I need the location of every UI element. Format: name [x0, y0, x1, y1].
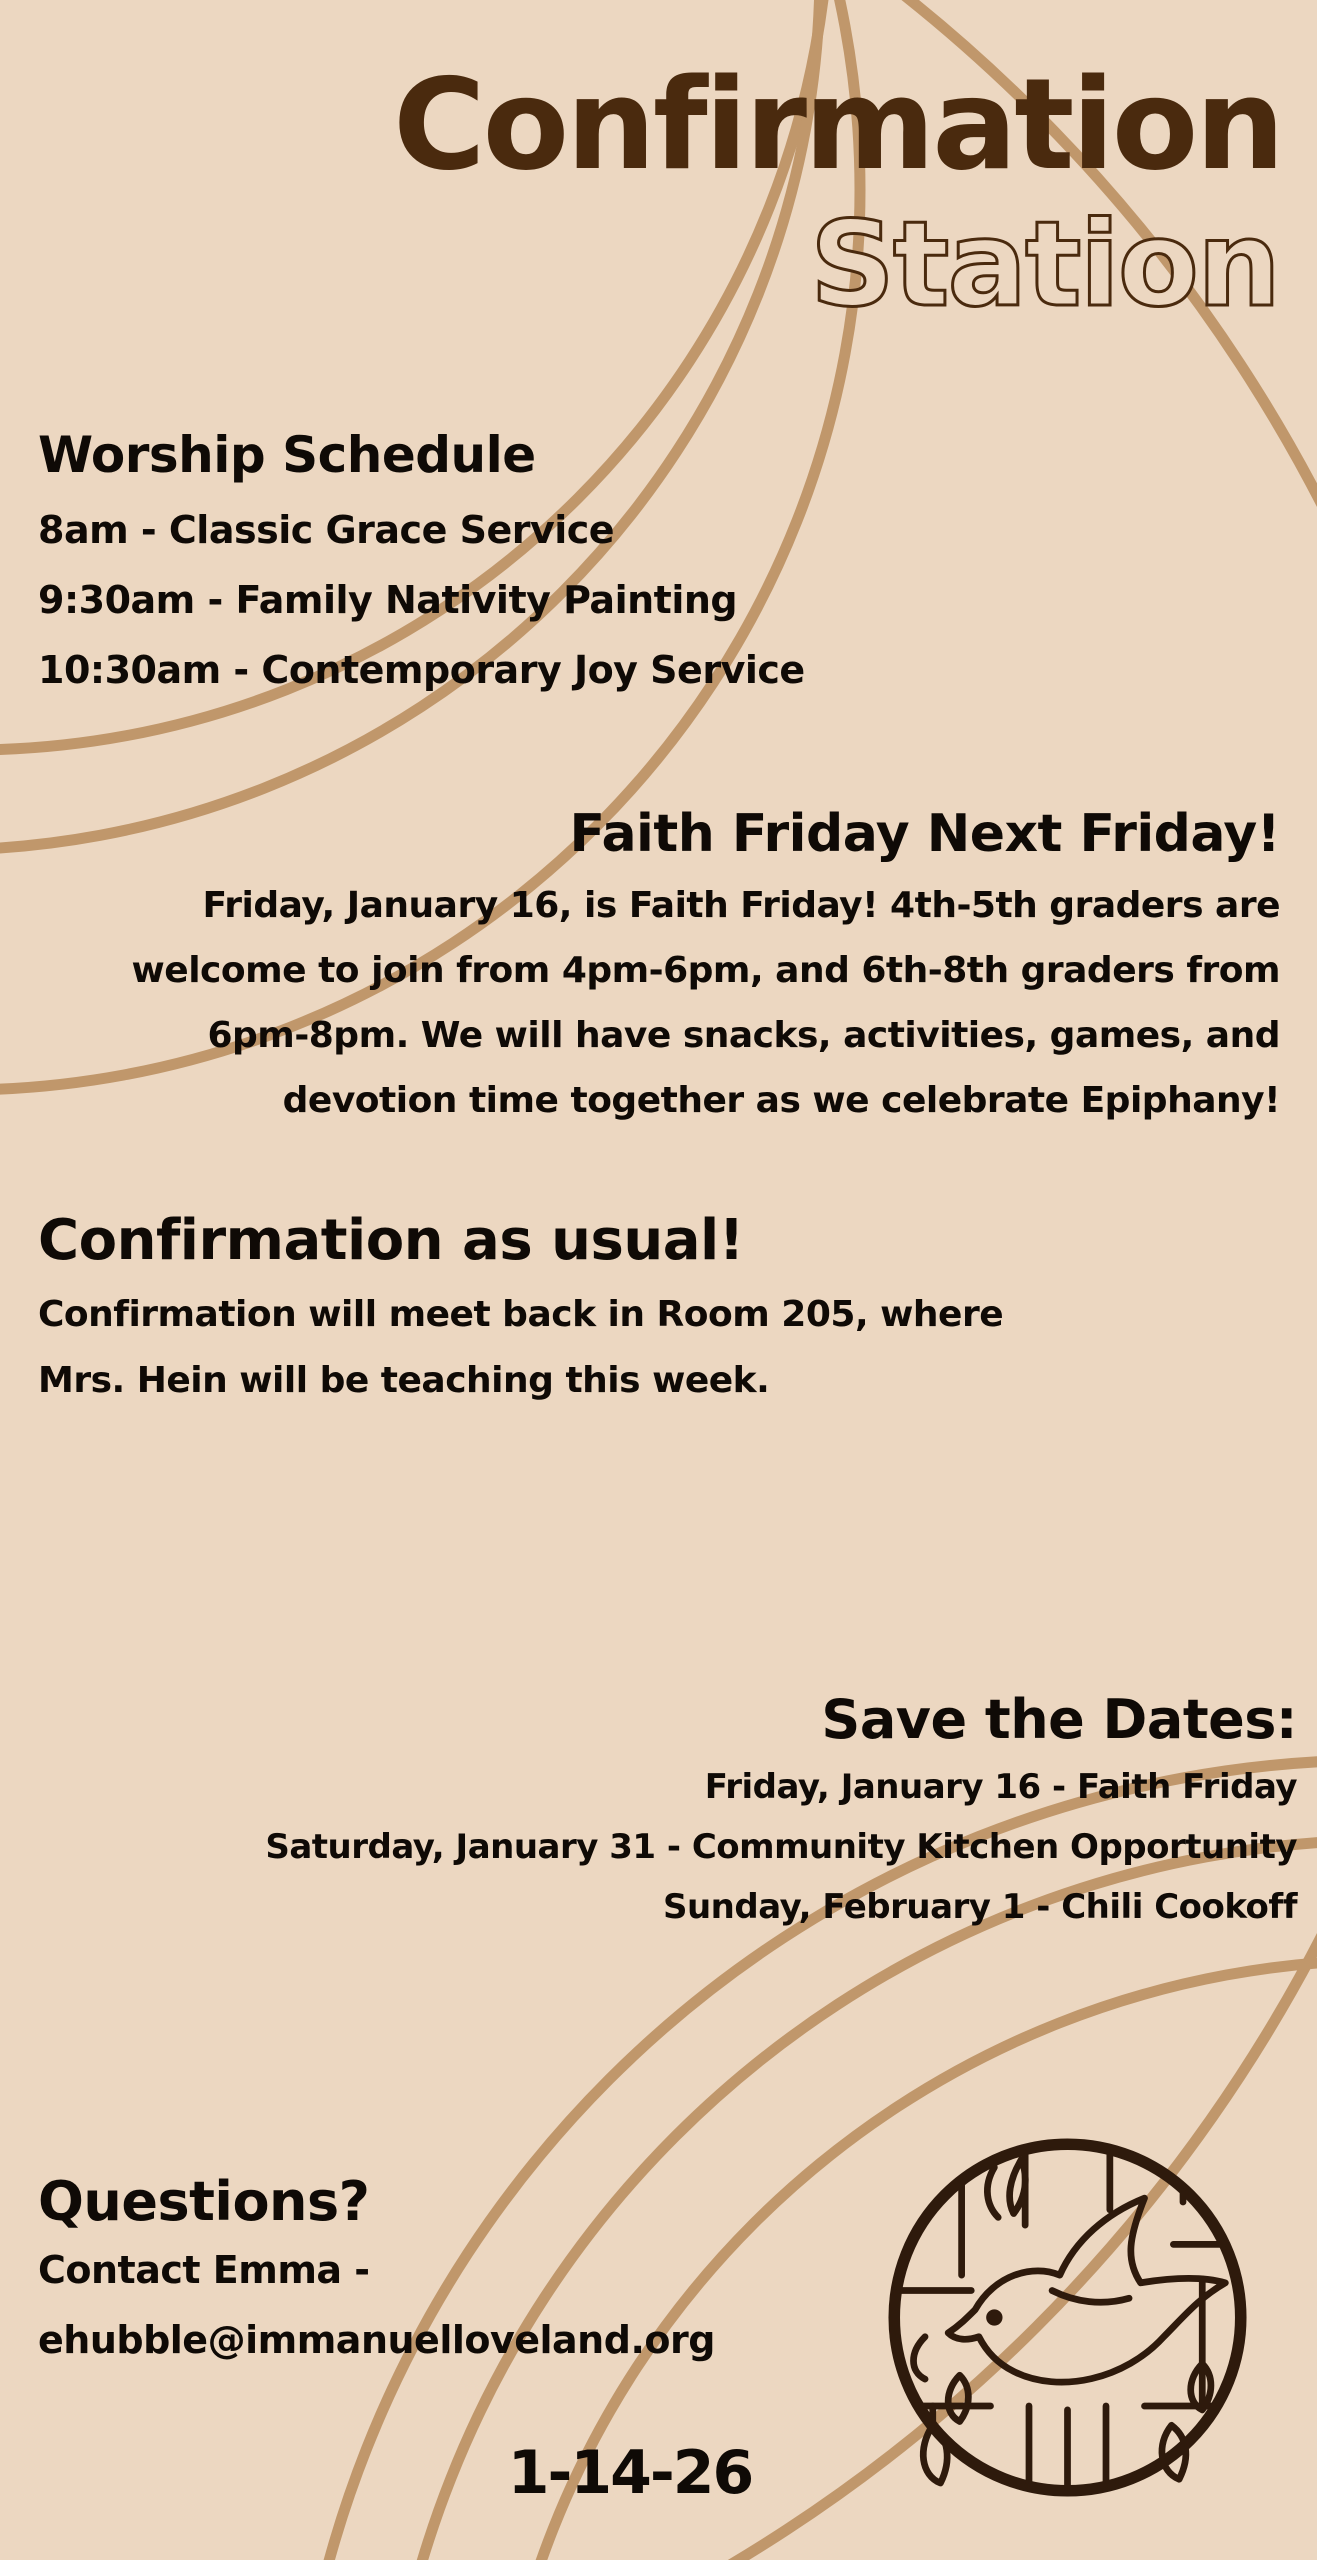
- questions-section: [38, 2172, 838, 2375]
- contact-line: Contact Emma -: [38, 2248, 370, 2293]
- confirmation-usual-body: Confirmation will meet back in Room 205, where Mrs. Hein will be teaching this week.: [38, 1293, 1004, 1401]
- save-date-item: Saturday, January 31 - Community Kitchen Opportunity: [265, 1827, 1297, 1868]
- worship-list: [38, 495, 938, 705]
- worship-item: 10:30am - Contemporary Joy Service: [38, 648, 805, 692]
- worship-heading: Worship Schedule: [38, 426, 536, 484]
- page-title: Confirmation: [393, 51, 1282, 198]
- page-subtitle: Station: [810, 195, 1279, 333]
- worship-item: 9:30am - Family Nativity Painting: [38, 578, 738, 622]
- questions-heading: Questions?: [38, 2170, 370, 2233]
- save-date-item: Friday, January 16 - Faith Friday: [704, 1767, 1297, 1808]
- dove-emblem-icon: [875, 2125, 1260, 2510]
- worship-schedule-section: [38, 428, 938, 705]
- faith-friday-heading: Faith Friday Next Friday!: [569, 804, 1280, 864]
- save-date-item: Sunday, February 1 - Chili Cookoff: [662, 1887, 1297, 1928]
- save-the-dates-section: [117, 1690, 1297, 1937]
- confirmation-usual-section: [38, 1210, 1138, 1414]
- faith-friday-body: Friday, January 16, is Faith Friday! 4th-5th graders are welcome to join from 4pm-6pm, and 6th-8th graders from 6pm-8pm. We will have snacks, activities, games, and devotion time together as we celebrate Epiphany!: [131, 885, 1280, 1122]
- worship-item: 8am - Classic Grace Service: [38, 508, 615, 552]
- faith-friday-section: [120, 806, 1280, 1133]
- contact-email: ehubble@immanuelloveland.org: [38, 2318, 715, 2363]
- issue-date: 1-14-26: [507, 2438, 753, 2508]
- confirmation-usual-heading: Confirmation as usual!: [38, 1208, 744, 1273]
- save-dates-list: [117, 1757, 1297, 1937]
- save-dates-heading: Save the Dates:: [821, 1688, 1297, 1751]
